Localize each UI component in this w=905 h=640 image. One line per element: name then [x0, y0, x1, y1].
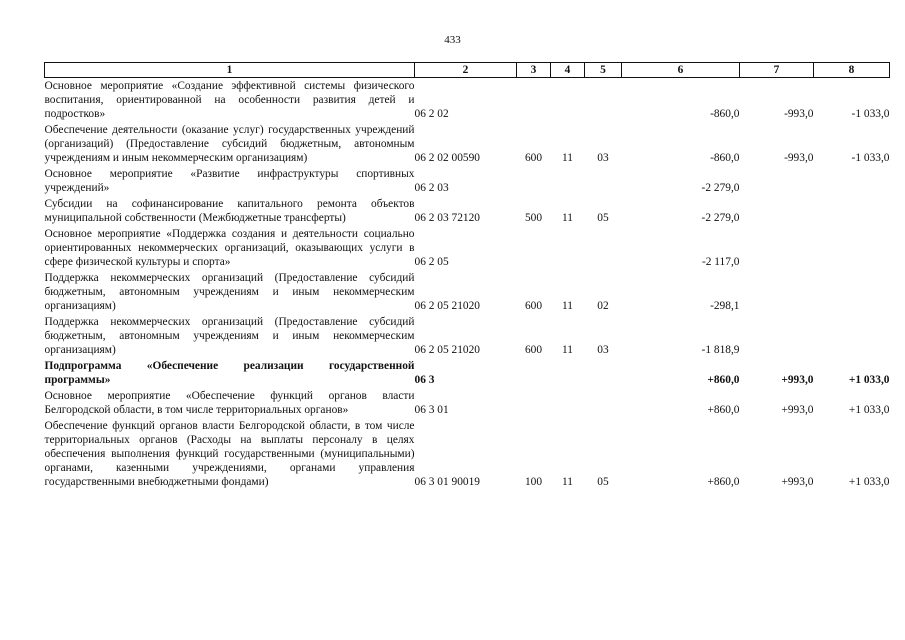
row-subsection	[585, 166, 622, 196]
row-description: Поддержка некоммерческих организаций (Предоставление субсидий бюджетным, автономным учреждениям и иным некоммерческим организациям)	[44, 316, 415, 356]
row-amount-col6: -860,0	[710, 152, 740, 164]
row-amount-col8: +1 033,0	[848, 476, 890, 488]
row-amount-col7: -993,0	[784, 108, 814, 120]
budget-document	[44, 62, 889, 490]
row-section	[551, 166, 585, 196]
row-subsection	[585, 358, 622, 388]
row-amount-col6: -2 279,0	[701, 212, 740, 224]
row-expense-type	[517, 78, 551, 123]
row-description: Обеспечение деятельности (оказание услуг) государственных учреждений (организаций) (Предоставление субсидий бюджетным, автономным учреждениям и иным некоммерческим организациям)	[44, 124, 415, 164]
row-code: 06 2 05	[414, 256, 449, 268]
column-header: 5	[585, 63, 622, 78]
row-expense-type: 600	[524, 152, 543, 164]
row-amount-col8	[814, 196, 890, 226]
row-expense-type	[517, 226, 551, 270]
row-subsection: 02	[597, 300, 609, 312]
row-description: Поддержка некоммерческих организаций (Предоставление субсидий бюджетным, автономным учреждениям и иным некоммерческим организациям)	[44, 272, 415, 312]
row-description: Основное мероприятие «Обеспечение функций органов власти Белгородской области, в том числе территориальных органов»	[44, 390, 415, 416]
row-expense-type: 600	[524, 300, 543, 312]
row-amount-col6: -298,1	[710, 300, 740, 312]
table-row	[45, 196, 890, 226]
row-subsection: 05	[597, 212, 609, 224]
table-header-row	[45, 63, 890, 78]
table-row	[45, 226, 890, 270]
column-header: 3	[517, 63, 551, 78]
row-subsection: 03	[597, 344, 609, 356]
row-code: 06 3	[414, 374, 435, 386]
row-expense-type	[517, 166, 551, 196]
row-amount-col8: -1 033,0	[851, 108, 890, 120]
column-header: 8	[814, 63, 890, 78]
row-amount-col8	[814, 226, 890, 270]
row-subsection	[585, 388, 622, 418]
row-section: 11	[562, 476, 573, 488]
table-body	[45, 78, 890, 491]
row-expense-type	[517, 388, 551, 418]
row-amount-col6: +860,0	[707, 374, 740, 386]
table-row	[45, 418, 890, 490]
row-description: Подпрограмма «Обеспечение реализации государственной программы»	[44, 360, 415, 386]
row-amount-col7	[740, 226, 814, 270]
row-section	[551, 388, 585, 418]
column-header: 1	[45, 63, 415, 78]
row-amount-col8	[814, 166, 890, 196]
row-expense-type: 100	[524, 476, 543, 488]
row-code: 06 2 02 00590	[414, 152, 480, 164]
row-code: 06 2 03	[414, 182, 449, 194]
row-amount-col7	[740, 196, 814, 226]
row-amount-col8: -1 033,0	[851, 152, 890, 164]
row-amount-col6: +860,0	[707, 476, 740, 488]
row-section: 11	[562, 152, 573, 164]
row-section: 11	[562, 344, 573, 356]
table-row	[45, 166, 890, 196]
row-expense-type: 500	[524, 212, 543, 224]
row-amount-col8: +1 033,0	[848, 404, 890, 416]
row-amount-col7	[740, 314, 814, 358]
row-expense-type	[517, 358, 551, 388]
row-subsection: 05	[597, 476, 609, 488]
row-section: 11	[562, 300, 573, 312]
row-code: 06 2 02	[414, 108, 449, 120]
row-description: Основное мероприятие «Создание эффективной системы физического воспитания, ориентированной на особенности развития детей и подростков»	[44, 80, 415, 120]
column-header: 7	[740, 63, 814, 78]
row-amount-col8	[814, 270, 890, 314]
row-subsection	[585, 78, 622, 123]
row-amount-col7: +993,0	[781, 404, 814, 416]
row-code: 06 2 03 72120	[414, 212, 480, 224]
table-row	[45, 270, 890, 314]
page-number: 433	[444, 34, 461, 46]
row-section	[551, 358, 585, 388]
row-code: 06 2 05 21020	[414, 344, 480, 356]
table-row	[45, 78, 890, 123]
row-amount-col8	[814, 314, 890, 358]
row-code: 06 3 01	[414, 404, 449, 416]
row-amount-col6: -860,0	[710, 108, 740, 120]
row-amount-col7: +993,0	[781, 374, 814, 386]
row-section	[551, 226, 585, 270]
row-section: 11	[562, 212, 573, 224]
row-amount-col7	[740, 166, 814, 196]
column-header: 6	[622, 63, 740, 78]
row-amount-col8: +1 033,0	[848, 374, 890, 386]
row-subsection: 03	[597, 152, 609, 164]
row-description: Основное мероприятие «Поддержка создания и деятельности социально ориентированных некоммерческих организаций, оказывающих услуги в сфере физической культуры и спорта»	[44, 228, 415, 268]
row-code: 06 3 01 90019	[414, 476, 480, 488]
row-amount-col6: -2 279,0	[701, 182, 740, 194]
row-description: Обеспечение функций органов власти Белгородской области, в том числе территориальных органов (Расходы на выплаты персоналу в целях обеспечения выполнения функций государственными (муниципальными) органами, казенными учреждениями, органами управления государственными внебюджетными фондами)	[44, 420, 415, 488]
table-row	[45, 358, 890, 388]
budget-table	[44, 62, 890, 490]
row-amount-col6: -1 818,9	[701, 344, 740, 356]
row-amount-col7: +993,0	[781, 476, 814, 488]
row-description: Основное мероприятие «Развитие инфраструктуры спортивных учреждений»	[44, 168, 415, 194]
table-row	[45, 388, 890, 418]
table-row	[45, 314, 890, 358]
row-amount-col7: -993,0	[784, 152, 814, 164]
row-section	[551, 78, 585, 123]
row-expense-type: 600	[524, 344, 543, 356]
table-row	[45, 122, 890, 166]
row-description: Субсидии на софинансирование капитального ремонта объектов муниципальной собственности (Межбюджетные трансферты)	[44, 198, 415, 224]
row-amount-col6: +860,0	[707, 404, 740, 416]
row-amount-col6: -2 117,0	[701, 256, 740, 268]
row-code: 06 2 05 21020	[414, 300, 480, 312]
column-header: 2	[415, 63, 517, 78]
row-amount-col7	[740, 270, 814, 314]
column-header: 4	[551, 63, 585, 78]
row-subsection	[585, 226, 622, 270]
